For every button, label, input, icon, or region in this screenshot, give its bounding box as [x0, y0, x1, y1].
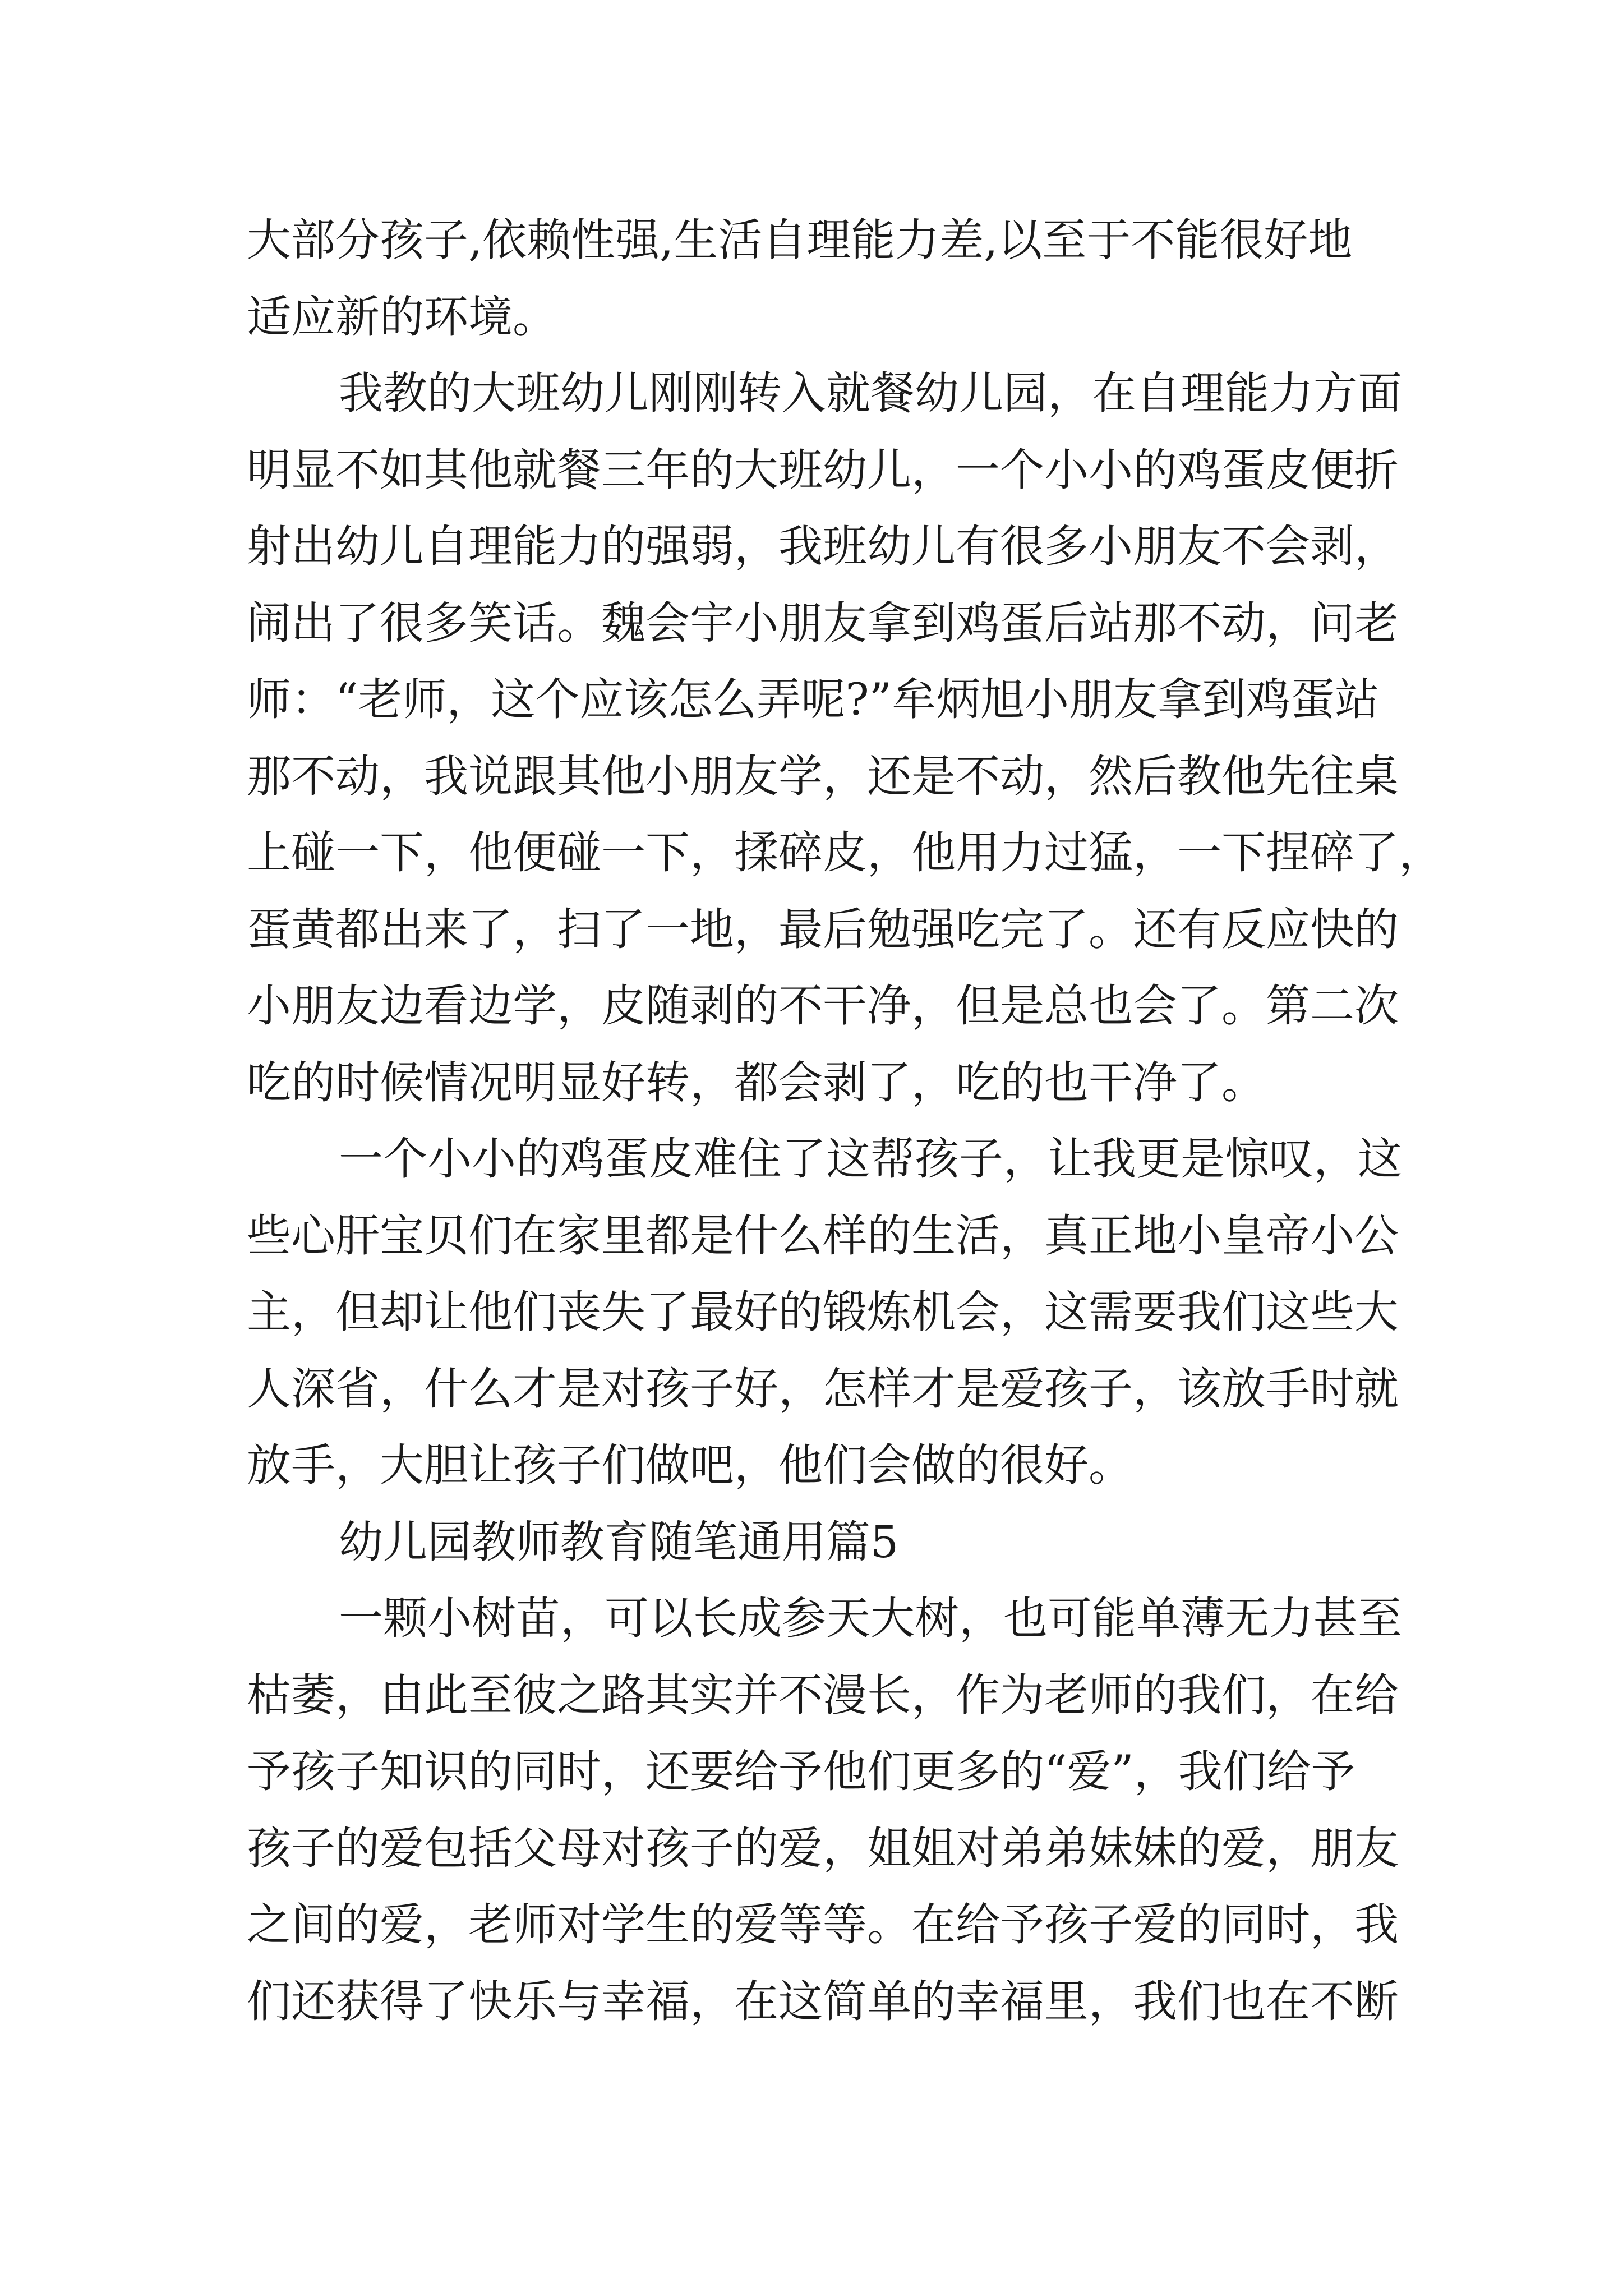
text-line: 小朋友边看边学，皮随剥的不干净，但是总也会了。第二次 — [247, 980, 1399, 1032]
text-line: 吃的时候情况明显好转，都会剥了，吃的也干净了。 — [247, 1056, 1266, 1108]
text-line: 人深省，什么才是对孩子好，怎样才是爱孩子，该放手时就 — [247, 1363, 1399, 1415]
text-line: 明显不如其他就餐三年的大班幼儿，一个小小的鸡蛋皮便折 — [247, 444, 1399, 496]
paragraph-first-line: 一个小小的鸡蛋皮难住了这帮孩子，让我更是惊叹，这 — [339, 1133, 1402, 1185]
text-line: 之间的爱，老师对学生的爱等等。在给予孩子爱的同时，我 — [247, 1899, 1399, 1950]
text-line: 大部分孩子,依赖性强,生活自理能力差,以至于不能很好地 — [247, 214, 1353, 266]
text-line: 予孩子知识的同时，还要给予他们更多的“爱”，我们给予 — [247, 1746, 1355, 1797]
text-line: 上碰一下，他便碰一下，揉碎皮，他用力过猛，一下捏碎了， — [247, 827, 1443, 878]
text-line: 们还获得了快乐与幸福，在这简单的幸福里，我们也在不断 — [247, 1975, 1399, 2027]
text-line: 那不动，我说跟其他小朋友学，还是不动，然后教他先往桌 — [247, 750, 1399, 802]
text-line: 孩子的爱包括父母对孩子的爱，姐姐对弟弟妹妹的爱，朋友 — [247, 1822, 1399, 1874]
text-line: 射出幼儿自理能力的强弱，我班幼儿有很多小朋友不会剥， — [247, 521, 1399, 572]
text-line: 蛋黄都出来了，扫了一地，最后勉强吃完了。还有反应快的 — [247, 903, 1399, 955]
paragraph-first-line: 幼儿园教师教育随笔通用篇5 — [339, 1516, 899, 1568]
text-line: 放手，大胆让孩子们做吧，他们会做的很好。 — [247, 1439, 1133, 1491]
text-line: 师：“老师，这个应该怎么弄呢?”牟炳旭小朋友拿到鸡蛋站 — [247, 674, 1380, 725]
text-line: 适应新的环境。 — [247, 291, 557, 343]
paragraph-first-line: 我教的大班幼儿刚刚转入就餐幼儿园，在自理能力方面 — [339, 367, 1402, 419]
body-text — [247, 202, 1443, 2040]
text-line: 些心肝宝贝们在家里都是什么样的生活，真正地小皇帝小公 — [247, 1209, 1399, 1262]
text-line: 主，但却让他们丧失了最好的锻炼机会，这需要我们这些大 — [247, 1286, 1399, 1338]
text-line: 闹出了很多笑话。魏会宇小朋友拿到鸡蛋后站那不动，问老 — [247, 597, 1399, 649]
text-line: 枯萎，由此至彼之路其实并不漫长，作为老师的我们，在给 — [247, 1669, 1399, 1721]
paragraph-first-line: 一颗小树苗，可以长成参天大树，也可能单薄无力甚至 — [339, 1593, 1402, 1644]
